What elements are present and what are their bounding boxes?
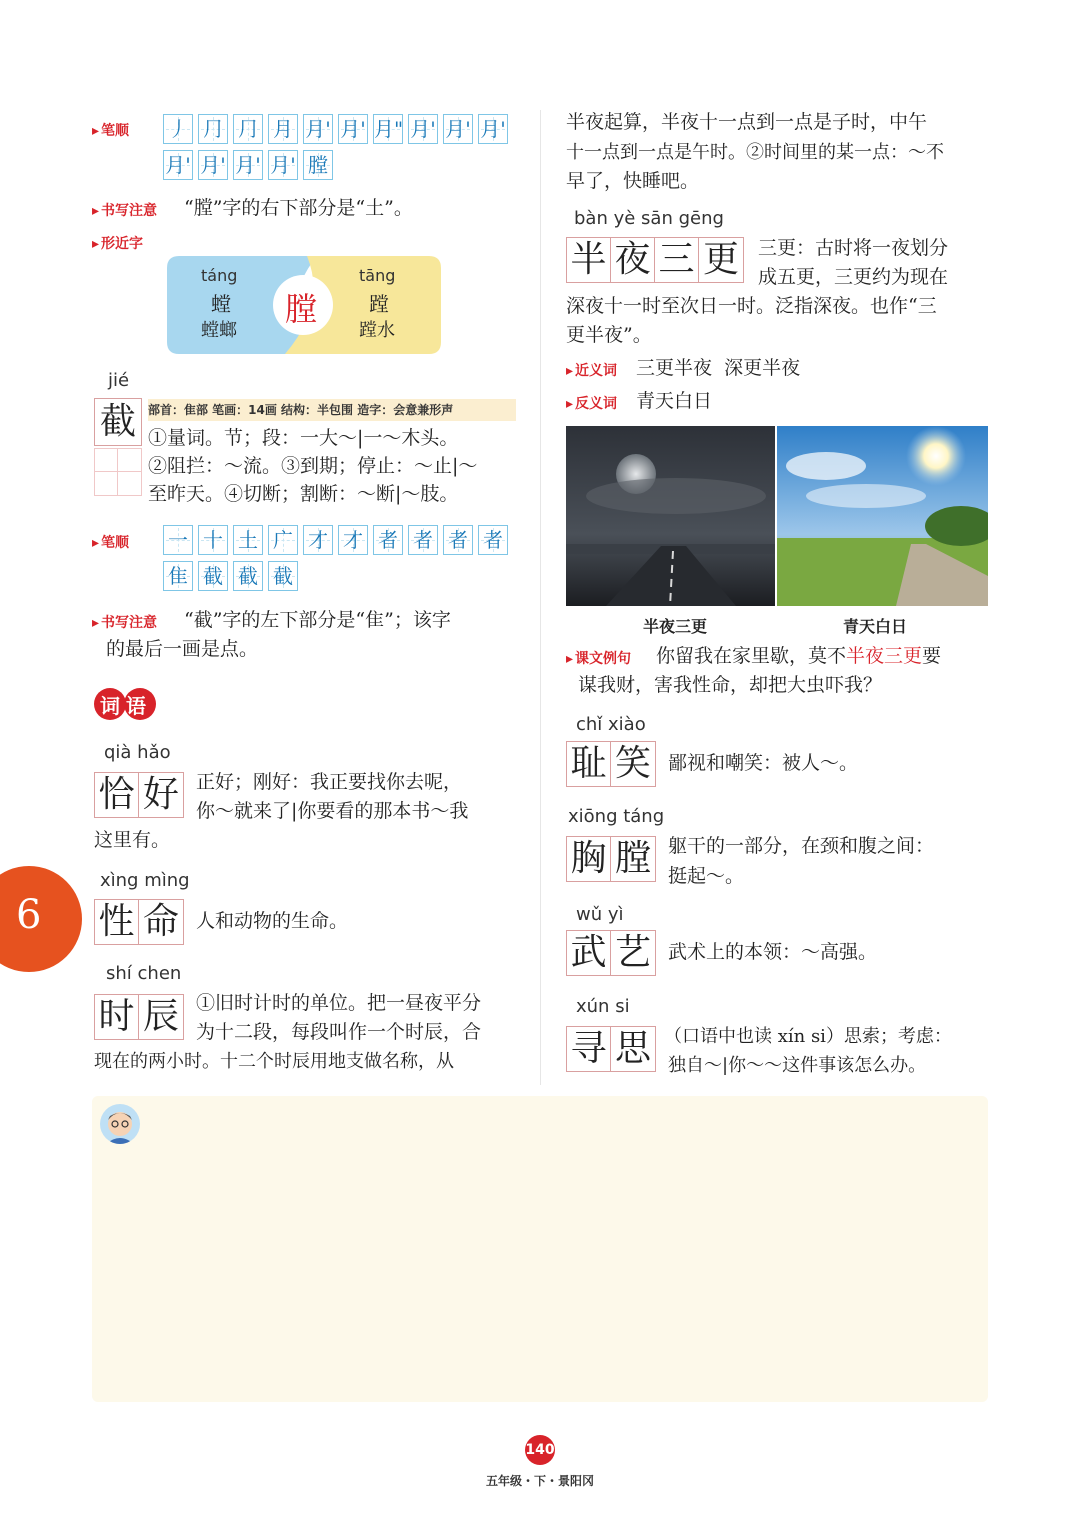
word-chixiao-grid (566, 741, 656, 787)
word-chixiao-def: 鄙视和嘲笑：被人～。 (668, 752, 859, 774)
word-banye-def3: 深夜十一时至次日一时。泛指深夜。也作“三 (566, 295, 937, 317)
chapter-number: 6 (16, 892, 42, 938)
example-text-a: 你留我在家里歇，莫不 (656, 645, 847, 667)
stroke-step: 月" (373, 114, 403, 144)
antonym-label: ▸ 反义词 (566, 393, 617, 413)
stroke-step: 月' (338, 114, 368, 144)
caption-right: 青天白日 (843, 617, 908, 636)
example-line2: 谋我财，害我性命，却把大虫吓我？ (578, 674, 883, 696)
similar-char-label: ▸ 形近字 (92, 233, 143, 253)
example-highlight: 半夜三更 (846, 645, 923, 667)
writing-note-label-2: ▸ 书写注意 (92, 612, 157, 632)
word-char: 膛 (614, 838, 651, 879)
stroke-order-label: ▸ 笔顺 (92, 120, 129, 140)
word-banye-def2: 成五更，三更约为现在 (758, 266, 949, 288)
word-shichen-grid (94, 994, 184, 1040)
writing-note-text: “膛”字的右下部分是“土”。 (184, 197, 413, 219)
word-qiahao-def3: 这里有。 (94, 829, 171, 851)
shichen-cont-line3: 早了，快睡吧。 (566, 170, 700, 192)
stroke-step: 隹 (163, 561, 193, 591)
word-xiongtang-pinyin: xiōng táng (568, 806, 665, 827)
stroke-step: ⺆ (198, 114, 228, 144)
word-shichen-pinyin: shí chen (106, 963, 182, 984)
stroke-step: 广 (268, 525, 298, 555)
stroke-step: 月' (408, 114, 438, 144)
stroke-step: 月' (303, 114, 333, 144)
word-qiahao-pinyin: qià hǎo (104, 742, 171, 763)
section-title-badge (94, 688, 158, 720)
stroke-step: 才 (338, 525, 368, 555)
word-qiahao-def1: 正好；刚好：我正要找你去呢， (196, 771, 463, 793)
word-char: 耻 (567, 742, 611, 786)
word-xunsi-grid (566, 1026, 656, 1072)
synonym-label: ▸ 近义词 (566, 360, 617, 380)
stroke-step: 月' (198, 150, 228, 180)
word-xunsi-pinyin: xún si (576, 996, 630, 1017)
word-char: 性 (95, 900, 139, 944)
word-char: 夜 (611, 238, 655, 282)
similar-left-word: 螳螂 (201, 320, 237, 341)
jie-char: 截 (99, 401, 136, 442)
word-char: 胸 (567, 837, 611, 881)
word-qiahao-def2: 你～就来了|你要看的那本书～我 (196, 800, 469, 822)
writing-note-2-line2: 的最后一画是点。 (106, 638, 259, 660)
writing-note-label: ▸ 书写注意 (92, 200, 157, 220)
word-char: 笑 (614, 743, 651, 784)
stroke-step: ⺆ (233, 114, 263, 144)
word-wuyi-pinyin: wǔ yì (576, 904, 624, 925)
word-char: 半 (567, 238, 611, 282)
stroke-step: 十 (198, 525, 228, 555)
stroke-step: 截 (233, 561, 263, 591)
word-xingming-def: 人和动物的生命。 (196, 910, 349, 932)
stroke-step: 者 (443, 525, 473, 555)
stroke-step: 膛 (303, 150, 333, 180)
similar-right-pinyin: tāng (359, 266, 396, 285)
word-xunsi-def1: （口语中也读 xín si）思索；考虑： (664, 1026, 952, 1047)
word-banye-pinyin: bàn yè sān gēng (574, 208, 724, 229)
stroke-step: 月' (268, 150, 298, 180)
notes-area[interactable] (92, 1096, 988, 1402)
similar-char-card (167, 256, 441, 354)
stroke-step: 月' (478, 114, 508, 144)
word-xingming-grid (94, 899, 184, 945)
word-char: 命 (142, 901, 179, 942)
word-banye-def4: 更半夜”。 (566, 324, 652, 346)
stroke-step: 土 (233, 525, 263, 555)
antonym-text: 青天白日 (636, 390, 713, 412)
word-banye-def1: 三更：古时将一夜划分 (758, 237, 949, 259)
word-shichen-def3: 现在的两小时。十二个时辰用地支做名称，从 (94, 1051, 454, 1072)
stroke-step: 者 (408, 525, 438, 555)
word-xunsi-def2: 独自～|你～～这件事该怎么办。 (668, 1055, 927, 1076)
stroke-step: 月 (268, 114, 298, 144)
word-char: 好 (142, 774, 179, 815)
word-char: 辰 (142, 996, 179, 1037)
synonym-text: 三更半夜 深更半夜 (636, 357, 801, 379)
similar-right-word: 蹚水 (359, 320, 395, 341)
stroke-step: 一 (163, 525, 193, 555)
stroke-step: 月' (233, 150, 263, 180)
book-title: 五年级・下・景阳冈 (485, 1474, 594, 1488)
word-banye-grid (566, 237, 744, 283)
example-line1 (656, 642, 941, 671)
stroke-step: 月' (443, 114, 473, 144)
page-number: 140 (525, 1435, 555, 1465)
word-wuyi-grid (566, 930, 656, 976)
word-xiongtang-def2: 挺起～。 (668, 865, 745, 887)
word-char: 寻 (567, 1027, 611, 1071)
word-qiahao-grid (94, 772, 184, 818)
similar-center-char: 膛 (285, 290, 318, 328)
word-shichen-def2: 为十二段，每段叫作一个时辰，合 (196, 1021, 482, 1043)
word-char: 恰 (95, 773, 139, 817)
jie-pinyin: jié (108, 370, 130, 391)
stroke-step: 者 (373, 525, 403, 555)
stroke-step: 截 (198, 561, 228, 591)
stroke-step: 月' (163, 150, 193, 180)
word-char: 三 (655, 238, 699, 282)
word-shichen-def1: ①旧时计时的单位。把一昼夜平分 (196, 992, 482, 1014)
jie-def-line1: ①量词。节；段：一大～|一～木头。 (148, 427, 459, 449)
word-char: 武 (567, 931, 611, 975)
shichen-cont-line1: 半夜起算，半夜十一点到一点是子时，中午 (566, 111, 928, 133)
stroke-step: 者 (478, 525, 508, 555)
jie-info-bar (148, 399, 516, 421)
stroke-order-label-2: ▸ 笔顺 (92, 532, 129, 552)
jie-def-line3: 至昨天。④切断；割断：～断|～肢。 (148, 483, 459, 505)
stroke-step: 丿 (163, 114, 193, 144)
word-char: 艺 (614, 932, 651, 973)
jie-practice-box (94, 448, 142, 496)
chapter-tab[interactable] (0, 866, 82, 972)
word-xingming-pinyin: xìng mìng (100, 870, 190, 891)
example-text-c: 要 (922, 645, 942, 667)
word-xiongtang-grid (566, 836, 656, 882)
stroke-step: 才 (303, 525, 333, 555)
word-char: 更 (702, 239, 739, 280)
jie-info-text: 部首：隹部 笔画：14画 结构：半包围 造字：会意兼形声 (148, 403, 454, 417)
word-char: 思 (614, 1028, 651, 1069)
stroke-step: 截 (268, 561, 298, 591)
shichen-cont-line2: 十一点到一点是午时。②时间里的某一点：～不 (566, 142, 944, 163)
illustration-photos (566, 426, 988, 606)
jie-char-box (94, 398, 142, 446)
similar-left-char: 螳 (211, 292, 231, 316)
word-char: 时 (95, 995, 139, 1039)
teacher-avatar-icon (100, 1104, 140, 1144)
word-xiongtang-def1: 躯干的一部分，在颈和腹之间： (668, 835, 935, 857)
similar-right-char: 蹚 (369, 292, 389, 316)
example-label: ▸ 课文例句 (566, 648, 631, 668)
word-chixiao-pinyin: chǐ xiào (576, 714, 646, 735)
similar-left-pinyin: táng (201, 266, 238, 285)
column-divider (540, 110, 541, 1085)
word-wuyi-def: 武术上的本领：～高强。 (668, 941, 878, 963)
caption-left: 半夜三更 (643, 617, 708, 636)
section-title: 词语 (100, 694, 152, 718)
writing-note-2-line1: “截”字的左下部分是“隹”；该字 (184, 609, 451, 631)
jie-def-line2: ②阻拦：～流。③到期；停止：～止|～ (148, 455, 478, 477)
